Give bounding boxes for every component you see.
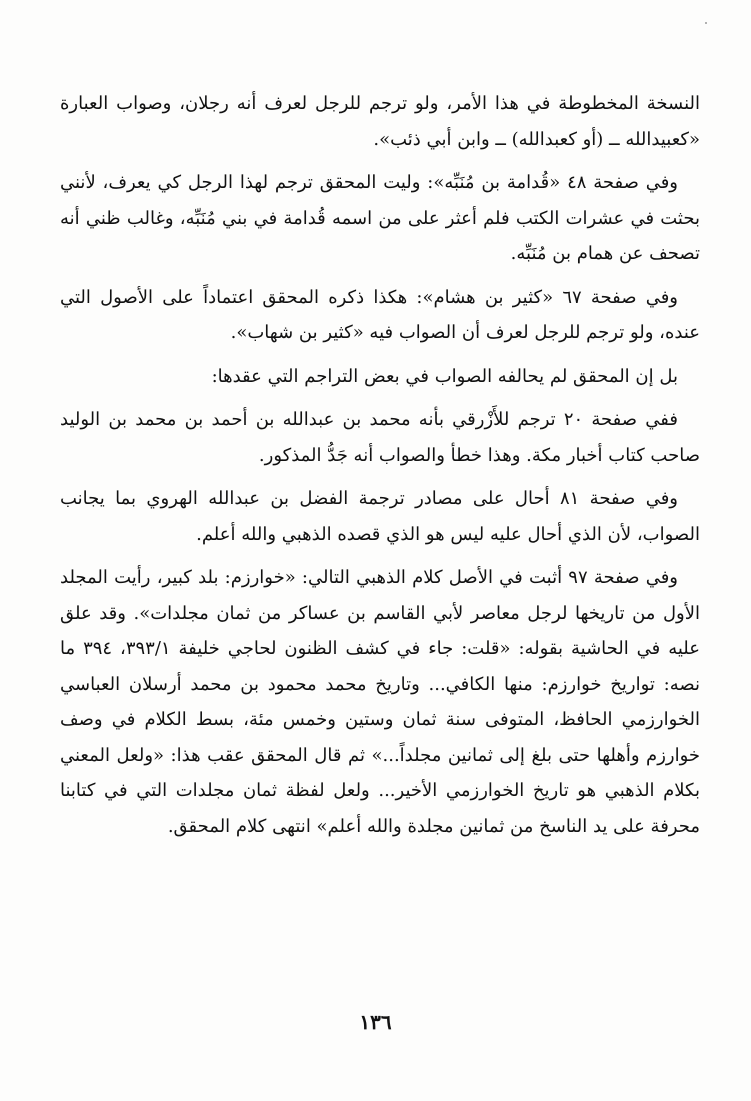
paragraph-3: وفي صفحة ٦٧ «كثير بن هشام»: هكذا ذكره المحقق اعتماداً على الأصول التي عنده، ولو ترجم للرجل لعرف أن الصواب فيه «كثير بن شهاب». bbox=[60, 286, 700, 343]
paragraph-2: وفي صفحة ٤٨ «قُدامة بن مُنَبِّه»: وليت المحقق ترجم لهذا الرجل كي يعرف، لأنني بحثت في عشرات الكتب فلم أعثر على من اسمه قُدامة في بني مُنَبِّه، وغالب ظني أنه تصحف عن همام بن مُنَبِّه. bbox=[60, 172, 700, 264]
paragraph-7: وفي صفحة ٩٧ أثبت في الأصل كلام الذهبي التالي: «خوارزم: بلد كبير، رأيت المجلد الأول من تاريخها لرجل معاصر لأبي القاسم بن عساكر من ثمان مجلدات». وقد علق عليه في الحاشية بقوله: «قلت: جاء في كشف الظنون لحاجي خليفة ٣٩٣/١، ٣٩٤ ما نصه: تواريخ خوارزم: منها الكافي... وتاريخ محمد محمود بن محمد أرسلان العباسي الخوارزمي الحافظ، المتوفى سنة ثمان وستين وخمس مئة، بسط الكلام في وصف خوارزم وأهلها حتى بلغ إلى ثمانين مجلداً...» ثم قال المحقق عقب هذا: «ولعل المعني بكلام الذهبي هو تاريخ الخوارزمي الأخير... ولعل لفظة ثمان مجلدات التي في كتابنا محرفة على يد الناسخ من ثمانين مجلدة والله أعلم» انتهى كلام المحقق. bbox=[60, 567, 701, 837]
paragraph-5: ففي صفحة ٢٠ ترجم للأَزْرقي بأنه محمد بن عبدالله بن أحمد بن محمد بن الوليد صاحب كتاب أخبار مكة. وهذا خطأ والصواب أنه جَدُّ المذكور. bbox=[60, 409, 700, 466]
paragraph-4: بل إن المحقق لم يحالفه الصواب في بعض التراجم التي عقدها: bbox=[211, 365, 678, 387]
page-number: ١٣٦ bbox=[359, 1010, 392, 1034]
paragraph-1: النسخة المخطوطة في هذا الأمر، ولو ترجم للرجل لعرف أنه رجلان، وصواب العبارة «كعبيدالله ــ (أو كعبدالله) ــ وابن أبي ذئب». bbox=[60, 93, 700, 150]
paragraph-6: وفي صفحة ٨١ أحال على مصادر ترجمة الفضل بن عبدالله الهروي بما يجانب الصواب، لأن الذي أحال عليه ليس هو الذي قصده الذهبي والله أعلم. bbox=[60, 488, 700, 545]
page-speck bbox=[705, 22, 707, 24]
body-text bbox=[60, 86, 700, 852]
